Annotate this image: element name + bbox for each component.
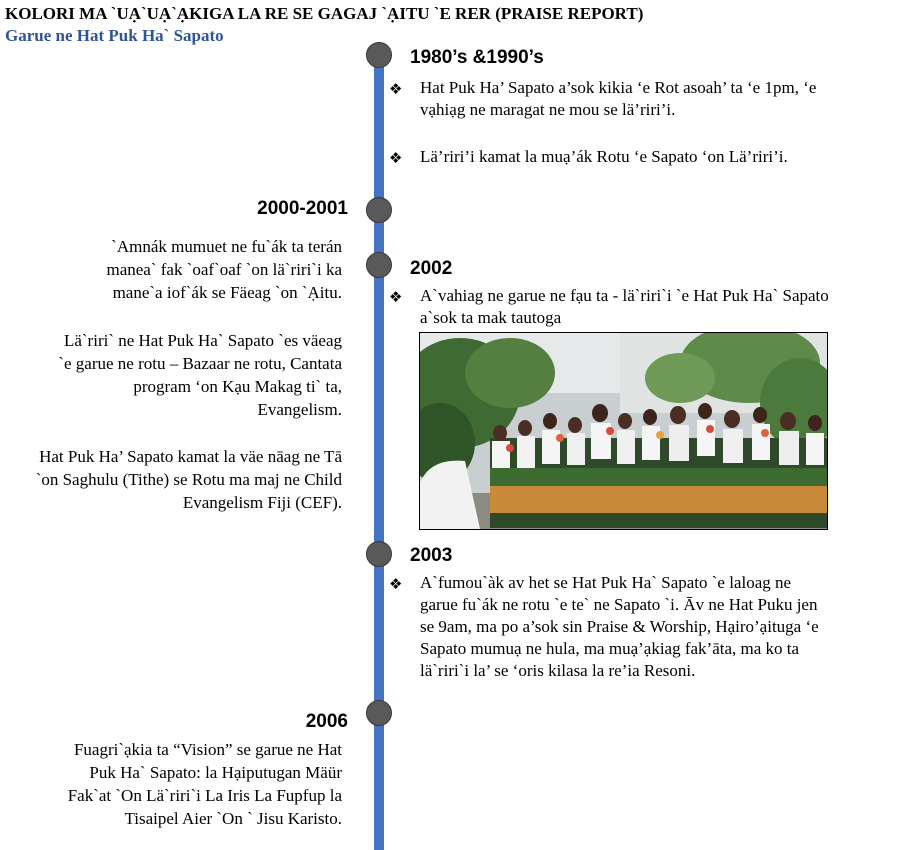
entry-2003-bullet-1: A`fumou`àk av het se Hat Puk Ha` Sapato `e laloag ne garue fu`ák ne rotu `e te` ne Sapato `i. Āv ne Hat Puku jen se 9am, ma po a’sok sin Praise & Worship, Hạiro’ạituga ‘e Sapato mumuạ ne hula, ma muạ’ạkiag fak’āta, ma ko ta lä`riri`i la’ se ‘oris kilasa la re’ia Resoni. xyxy=(420,573,819,680)
timeline-dot-2002 xyxy=(366,252,392,278)
year-heading-2002: 2002 xyxy=(410,258,453,279)
report-subtitle: Garue ne Hat Puk Ha` Sapato xyxy=(5,26,224,45)
timeline-dot-2000 xyxy=(366,197,392,223)
entry-2006-paragraph-1: Fuagri`ạkia ta “Vision” se garue ne Hat Puk Ha` Sapato: la Hạiputugan Mäür Fak`at `On Lä`riri`i La Iris La Fupfup la Tisaipel Aier `On ` Jisu Karisto. xyxy=(67,740,342,828)
entry-1980s-bullet-2: Lä’riri’i kamat la muạ’ák Rotu ‘e Sapato ‘on Lä’riri’i. xyxy=(420,147,788,166)
entry-2000-paragraph-2: Lä`riri` ne Hat Puk Ha` Sapato `es väeag `e garue ne rotu – Bazaar ne rotu, Cantata program ‘on Kạu Makag ti` ta, Evangelism. xyxy=(58,331,342,419)
report-title: KOLORI MA `UẠ`UẠ`ẠKIGA LA RE SE GAGAJ `ẠITU `E RER (PRAISE REPORT) xyxy=(5,4,644,23)
bullet-icon: ❖ xyxy=(389,575,403,593)
bullet-icon: ❖ xyxy=(389,288,403,306)
entry-1980s-bullet-1: Hat Puk Ha’ Sapato a’sok kikia ‘e Rot asoah’ ta ‘e 1pm, ‘e vạhiạg ne maragat ne mou se lä’riri’i. xyxy=(420,78,817,119)
year-heading-2003: 2003 xyxy=(410,545,453,566)
entry-2000-paragraph-1: `Amnák mumuet ne fu`ák ta terán manea` fak `oaf`oaf `on lä`riri`i ka mane`a iof`ák se Fäeag `on `Ạitu. xyxy=(106,237,342,302)
entry-2000-paragraph-3: Hat Puk Ha’ Sapato kamat la väe nāag ne Tā `on Saghulu (Tithe) se Rotu ma maj ne Child Evangelism Fiji (CEF). xyxy=(35,447,342,512)
bullet-icon: ❖ xyxy=(389,149,403,167)
timeline-dot-2006 xyxy=(366,700,392,726)
group-photo-image xyxy=(420,333,827,529)
timeline-dot-1980s xyxy=(366,42,392,68)
year-heading-2000-2001: 2000-2001 xyxy=(257,198,348,219)
timeline-dot-2003 xyxy=(366,541,392,567)
year-heading-2006: 2006 xyxy=(305,711,348,732)
bullet-icon: ❖ xyxy=(389,80,403,98)
timeline-line xyxy=(374,50,384,850)
entry-2002-bullet-1: A`vahiag ne garue ne fạu ta - lä`riri`i `e Hat Puk Ha` Sapato a`sok ta mak tautoga xyxy=(420,286,829,327)
group-photo xyxy=(419,332,828,530)
year-heading-1980s: 1980’s &1990’s xyxy=(410,47,544,68)
